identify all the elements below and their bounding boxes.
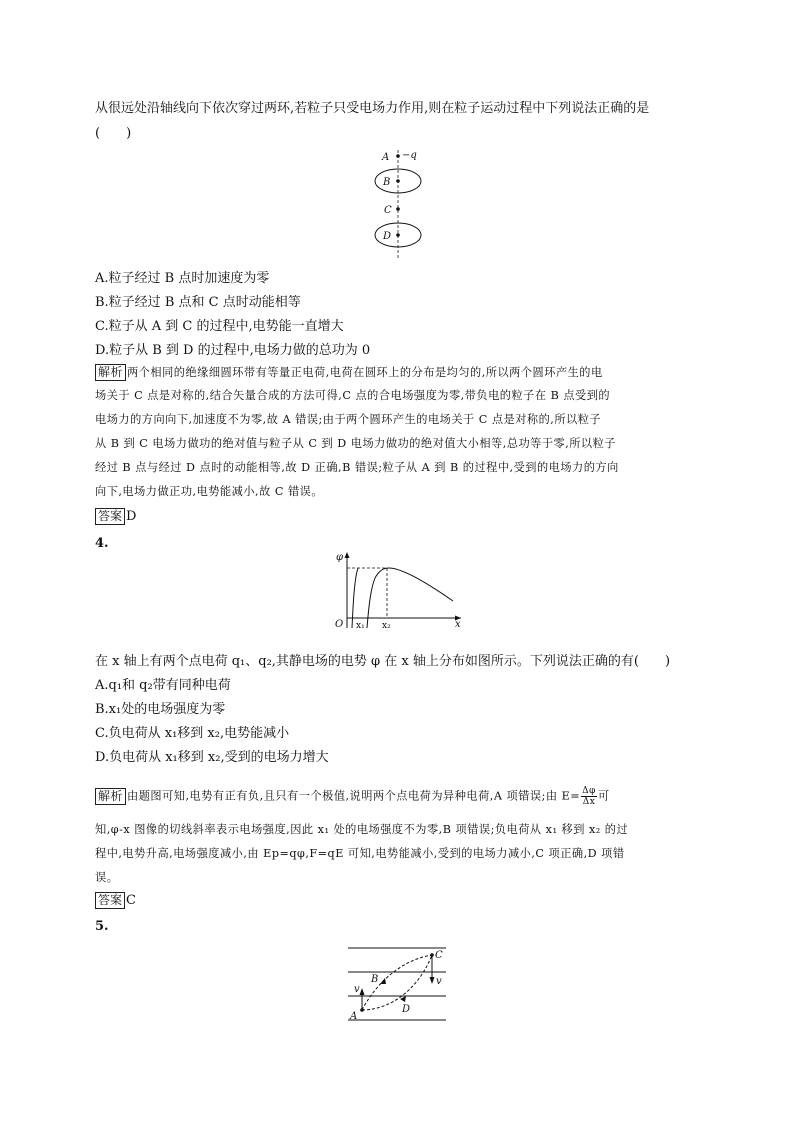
q3-rings-figure xyxy=(365,148,435,260)
q3-analysis-line-1: 解析 两个相同的绝缘细圆环带有等量正电荷,电荷在圆环上的分布是均匀的,所以两个圆环产生的电 xyxy=(95,364,603,381)
q3-option-d: D.粒子从 B 到 D 的过程中,电场力做的总功为 0 xyxy=(95,343,371,358)
label-charge: −q xyxy=(402,150,417,161)
q4-option-a: A.q₁和 q₂带有同种电荷 xyxy=(95,678,231,693)
q3-analysis-line-6: 向下,电场力做正功,电势能减小,故 C 错误。 xyxy=(95,485,324,498)
arrow-upper xyxy=(380,978,386,984)
q3-analysis-line-4: 从 B 到 C 电场力做功的绝对值与粒子从 C 到 D 电场力做功的绝对值大小相等,总功等于零,所以粒子 xyxy=(95,437,616,450)
point-c xyxy=(396,207,400,211)
q3-answer-tag: 答案 xyxy=(95,508,125,525)
q3-analysis-tag: 解析 xyxy=(95,364,126,381)
label-phi: φ xyxy=(335,552,343,563)
q5-trajectory-figure xyxy=(340,940,452,1026)
q4-potential-graph xyxy=(325,548,465,630)
point-d xyxy=(396,233,400,237)
q4-option-b: B.x₁处的电场强度为零 xyxy=(95,702,226,717)
q4-analysis-line-1: 解析 由题图可知,电势有正有负,且只有一个极值,说明两个点电荷为异种电荷,A 项错误;由 E= $\frac{\Delta\varphi}{\Delta x}$ 可 xyxy=(95,786,610,807)
q4-option-c: C.负电荷从 x₁移到 x₂,电势能减小 xyxy=(95,726,290,741)
label-a: A xyxy=(350,1011,358,1022)
q3-stem: 从很远处沿轴线向下依次穿过两环,若粒子只受电场力作用,则在粒子运动过程中下列说法正确的是 xyxy=(95,101,650,116)
q4-analysis-tag: 解析 xyxy=(95,788,126,805)
q3-analysis-line-2: 场关于 C 点是对称的,结合矢量合成的方法可得,C 点的合电场强度为零,带负电的粒子在 B 点受到的 xyxy=(95,389,611,402)
q5-number: 5. xyxy=(95,919,109,934)
label-x1: x₁ xyxy=(356,621,365,630)
label-c: C xyxy=(384,205,392,216)
label-a: A xyxy=(382,152,390,163)
q3-analysis-line-5: 经过 B 点与经过 D 点时的动能相等,故 D 正确,B 错误;粒子从 A 到 B 的过程中,受到的电场力的方向 xyxy=(95,461,619,474)
field-formula-fraction: $\frac{\Delta\varphi}{\Delta x}$ xyxy=(582,786,596,807)
q3-answer: 答案 D xyxy=(95,508,136,525)
label-x2: x₂ xyxy=(382,621,391,630)
curve-right-branch xyxy=(367,568,453,628)
label-b: B xyxy=(383,177,391,188)
q3-option-c: C.粒子从 A 到 C 的过程中,电势能一直增大 xyxy=(95,319,344,334)
q4-analysis-line-3: 程中,电势升高,电场强度减小,由 Ep=qφ,F=qE 可知,电势能减小,受到的电场力减小,C 项正确,D 项错 xyxy=(95,847,625,860)
label-origin: O xyxy=(335,619,344,630)
label-x: x xyxy=(455,619,461,630)
q4-number: 4. xyxy=(95,536,109,551)
point-b xyxy=(396,179,400,183)
q4-analysis-line-2: 知,φ-x 图像的切线斜率表示电场强度,因此 x₁ 处的电场强度不为零,B 项错误;负电荷从 x₁ 移到 x₂ 的过 xyxy=(95,823,629,836)
label-c: C xyxy=(435,950,443,961)
q4-option-d: D.负电荷从 x₁移到 x₂,受到的电场力增大 xyxy=(95,750,329,765)
label-d: D xyxy=(402,1004,411,1015)
q3-option-a: A.粒子经过 B 点时加速度为零 xyxy=(95,271,270,286)
label-d: D xyxy=(383,231,392,242)
q3-analysis-line-3: 电场力的方向向下,加速度不为零,故 A 错误;由于两个圆环产生的电场关于 C 点是对称的,所以粒子 xyxy=(95,413,602,426)
q4-answer: 答案 C xyxy=(95,892,136,909)
point-a xyxy=(396,154,400,158)
q4-stem: 在 x 轴上有两个点电荷 q₁、q₂,其静电场的电势 φ 在 x 轴上分布如图所示。下列说法正确的有( ) xyxy=(95,654,671,669)
label-v-right: v xyxy=(436,976,442,987)
q3-answer-bracket: ( ) xyxy=(95,126,132,141)
q4-analysis-line-4: 误。 xyxy=(95,871,119,884)
label-v-left: v xyxy=(354,984,360,995)
label-b: B xyxy=(371,974,379,985)
q3-option-b: B.粒子经过 B 点和 C 点时动能相等 xyxy=(95,295,301,310)
curve-left-branch xyxy=(352,568,358,628)
q4-answer-tag: 答案 xyxy=(95,892,125,909)
